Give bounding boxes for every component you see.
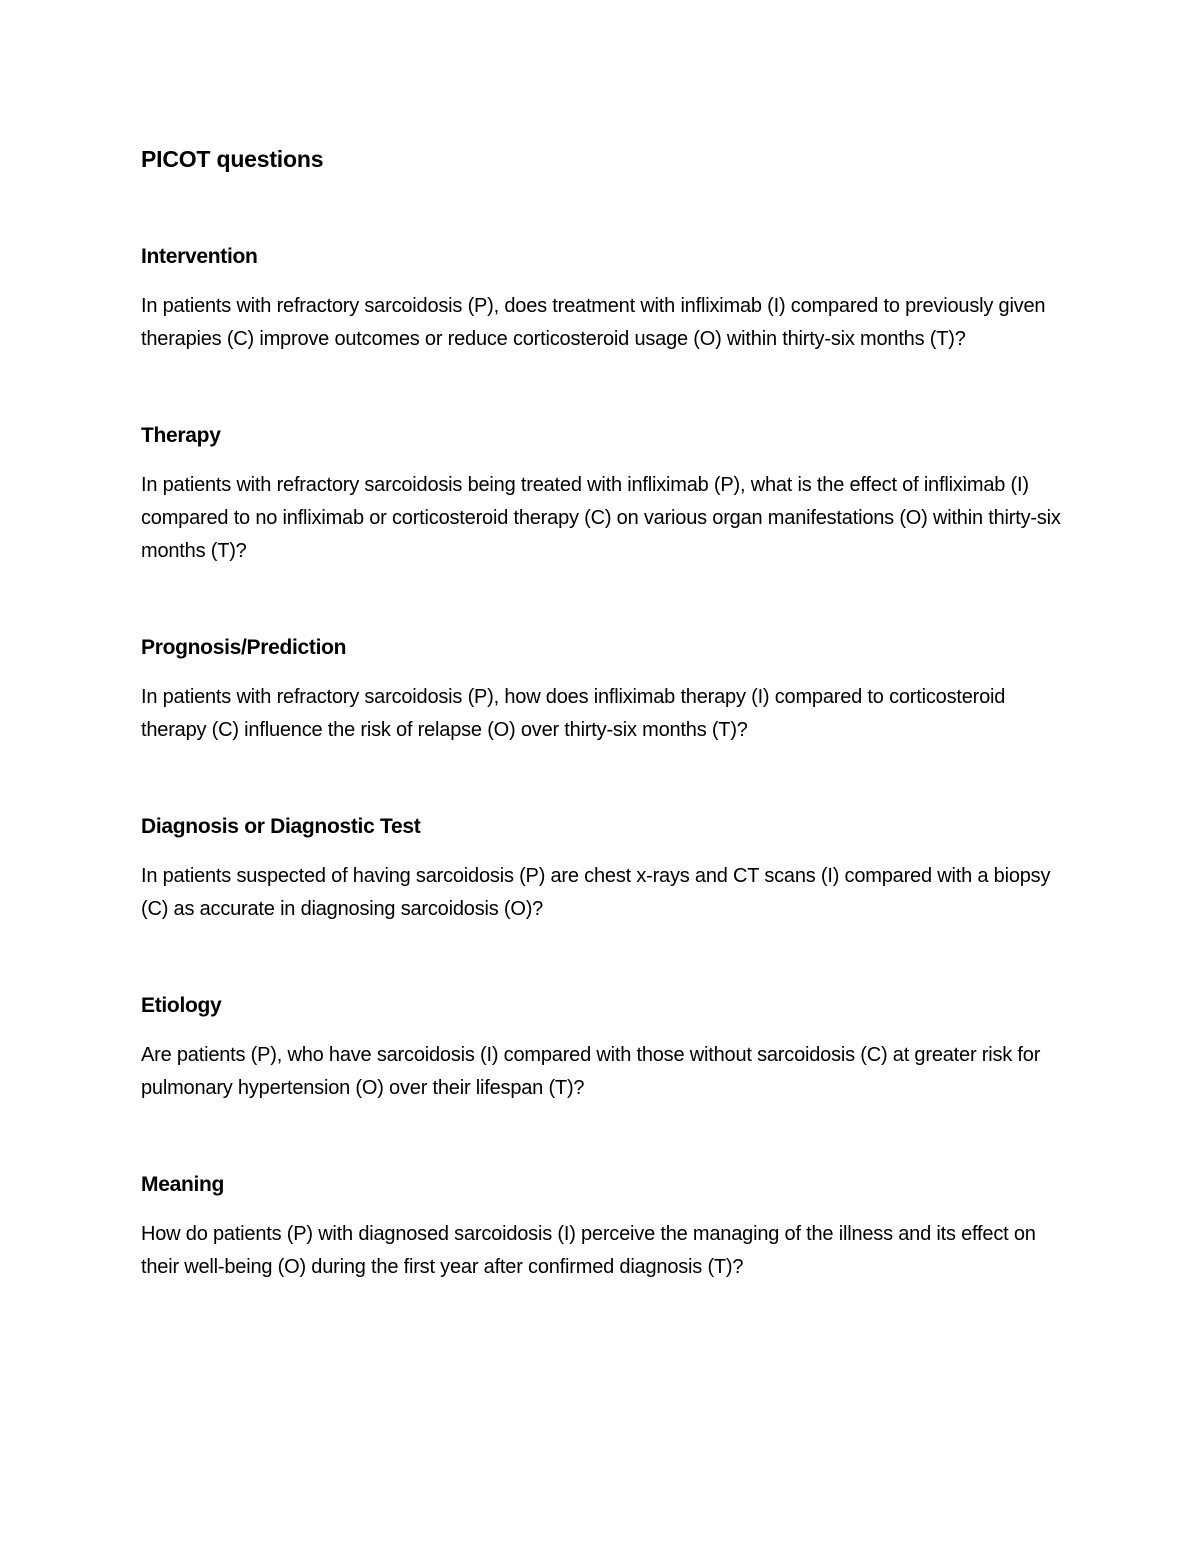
section-intervention [141, 242, 1071, 356]
page-title: PICOT questions [141, 146, 324, 172]
section-heading-intervention: Intervention [141, 245, 258, 268]
section-heading-diagnosis: Diagnosis or Diagnostic Test [141, 815, 421, 838]
section-prognosis [141, 633, 1071, 747]
section-meaning [141, 1170, 1071, 1284]
section-heading-etiology: Etiology [141, 994, 222, 1017]
section-body-diagnosis: In patients suspected of having sarcoidosis (P) are chest x-rays and CT scans (I) compared with a biopsy (C) as accurate in diagnosing sarcoidosis (O)? [141, 865, 1051, 920]
section-body-intervention: In patients with refractory sarcoidosis (P), does treatment with infliximab (I) compared to previously given therapies (C) improve outcomes or reduce corticosteroid usage (O) within thirty-six months (T)? [141, 295, 1046, 350]
section-body-etiology: Are patients (P), who have sarcoidosis (I) compared with those without sarcoidosis (C) at greater risk for pulmonary hypertension (O) over their lifespan (T)? [141, 1044, 1041, 1099]
document-content [141, 143, 1071, 1284]
section-body-meaning: How do patients (P) with diagnosed sarcoidosis (I) perceive the managing of the illness and its effect on their well-being (O) during the first year after confirmed diagnosis (T)? [141, 1223, 1036, 1278]
section-diagnosis [141, 812, 1071, 926]
section-body-prognosis: In patients with refractory sarcoidosis (P), how does infliximab therapy (I) compared to corticosteroid therapy (C) influence the risk of relapse (O) over thirty-six months (T)? [141, 686, 1006, 741]
section-heading-meaning: Meaning [141, 1173, 225, 1196]
section-etiology [141, 991, 1071, 1105]
section-heading-therapy: Therapy [141, 424, 221, 447]
section-heading-prognosis: Prognosis/Prediction [141, 636, 347, 659]
section-body-therapy: In patients with refractory sarcoidosis being treated with infliximab (P), what is the effect of infliximab (I) compared to no infliximab or corticosteroid therapy (C) on various organ manifestations (O) within thirty-six months (T)? [141, 474, 1061, 562]
section-therapy [141, 421, 1071, 568]
